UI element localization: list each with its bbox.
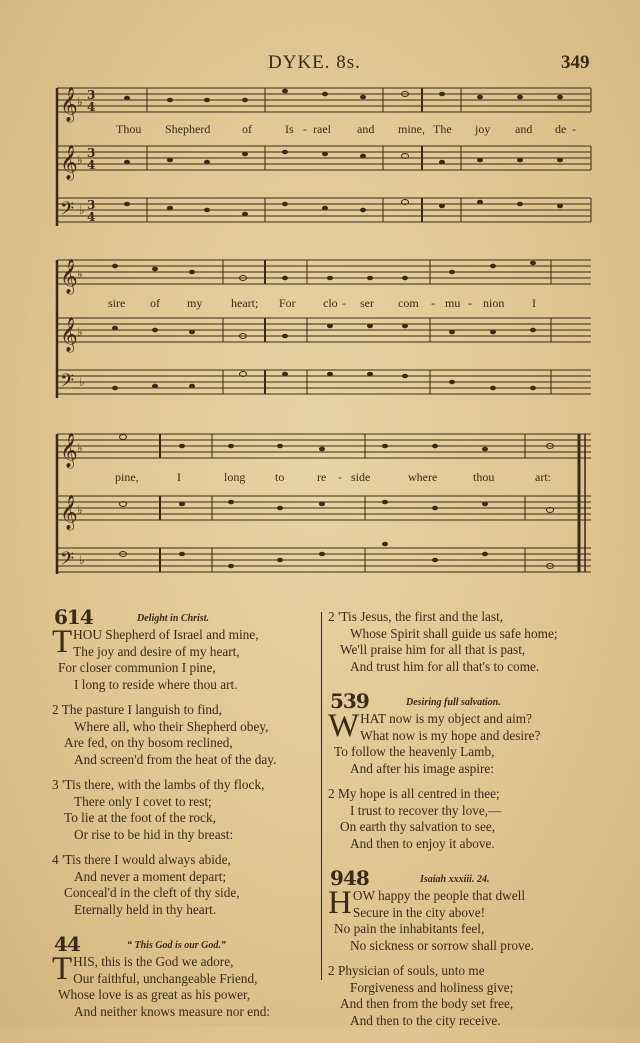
lyric-syllable: -: [468, 296, 472, 310]
lyric-syllable: -: [303, 122, 307, 136]
left-column: [52, 605, 317, 1034]
stanza: [52, 702, 317, 768]
verse-line: I trust to recover thy love,—: [350, 802, 502, 818]
svg-text:♭: ♭: [79, 203, 85, 217]
page-number: 349: [561, 52, 590, 73]
svg-text:𝄞: 𝄞: [60, 259, 78, 294]
drop-cap: T: [52, 951, 73, 987]
hymn-subtitle: Desiring full salvation.: [406, 697, 501, 708]
lyric-syllable: thou: [473, 470, 495, 484]
lyric-syllable: The: [433, 122, 452, 136]
svg-text:♭: ♭: [79, 375, 85, 389]
verse-line: HAT now is my object and aim?: [360, 711, 533, 726]
lyric-syllable: rael: [313, 122, 331, 136]
lyric-syllable: art:: [535, 470, 551, 484]
verse-line: There only I covet to rest;: [74, 793, 212, 809]
lyric-syllable: -: [342, 296, 346, 310]
drop-cap: W: [328, 708, 360, 744]
lyric-syllable: nion: [483, 296, 505, 310]
svg-text:𝄞: 𝄞: [60, 433, 78, 468]
lyric-syllable: -: [431, 296, 435, 310]
verse-line: And screen'd from the heat of the day.: [74, 751, 277, 767]
lyric-syllable: ser: [360, 296, 374, 310]
verse-line: And then from the body set free,: [340, 996, 514, 1011]
column-divider: [321, 612, 322, 980]
svg-text:3: 3: [87, 146, 96, 160]
verse-line: And after his image aspire:: [350, 760, 494, 776]
lyric-syllable: pine,: [115, 470, 139, 484]
svg-text:♭: ♭: [77, 267, 83, 281]
verse-line: Physician of souls, unto me: [337, 963, 485, 978]
lyric-syllable: joy: [475, 122, 491, 136]
stanza: [328, 885, 618, 954]
verse-line: And then to the city receive.: [350, 1012, 501, 1028]
stanza: [328, 609, 618, 675]
lyric-syllable: mine,: [398, 122, 425, 136]
stanza-number: 3: [52, 777, 59, 792]
score-staves-icon: [55, 86, 595, 231]
lyric-syllable: clo: [323, 296, 338, 310]
verse-line: 'Tis Jesus, the first and the last,: [337, 609, 504, 624]
verse-line: HOU Shepherd of Israel and mine,: [73, 627, 259, 642]
tune-title: DYKE. 8s.: [268, 52, 361, 73]
verse-line: No pain the inhabitants feel,: [334, 921, 485, 936]
lyric-syllable: re: [317, 470, 327, 484]
verse-line: Conceal'd in the cleft of thy side,: [64, 885, 240, 900]
svg-text:𝄞: 𝄞: [60, 317, 78, 352]
verse-line: Secure in the city above!: [352, 904, 486, 920]
svg-text:𝄢: 𝄢: [60, 371, 75, 396]
music-system-2: [55, 258, 593, 403]
verse-line: 'Tis there, with the lambs of thy flock,: [61, 777, 265, 792]
hymn-614: [52, 605, 317, 918]
lyric-syllable: of: [242, 122, 252, 136]
lyric-syllable: -: [338, 470, 342, 484]
hymn-44: [52, 932, 317, 1020]
lyric-syllable: For: [279, 296, 296, 310]
lyric-syllable: where: [408, 470, 438, 484]
verse-line: OW happy the people that dwell: [352, 888, 526, 903]
lyric-syllable: Shepherd: [165, 122, 211, 136]
hymn-number: 539: [330, 689, 369, 713]
verse-line: Eternally held in thy heart.: [74, 901, 217, 917]
verse-line: We'll praise him for all that is past,: [340, 642, 526, 657]
svg-text:♭: ♭: [77, 325, 83, 339]
verse-line: Our faithful, unchangeable Friend,: [73, 970, 258, 986]
lyric-syllable: and: [357, 122, 375, 136]
lyric-syllable: sire: [108, 296, 126, 310]
svg-text:𝄞: 𝄞: [60, 145, 78, 180]
verse-line: Forgiveness and holiness give;: [350, 979, 514, 995]
verse-line: To follow the heavenly Lamb,: [334, 744, 495, 759]
svg-text:4: 4: [87, 100, 96, 114]
stanza-number: 2: [52, 702, 59, 717]
stanza: [52, 951, 317, 1020]
verse-line: I long to reside where thou art.: [74, 676, 238, 692]
verse-line: And trust him for all that's to come.: [350, 658, 540, 674]
hymn-subtitle: Isaiah xxxiii. 24.: [420, 874, 490, 885]
svg-text:♭: ♭: [77, 503, 83, 517]
hymn-number: 614: [54, 605, 93, 629]
lyric-syllable: mu: [445, 296, 461, 310]
stanza: [52, 624, 317, 693]
stanza: [328, 786, 618, 852]
verse-line: The joy and desire of my heart,: [73, 643, 240, 659]
stanza: [328, 708, 618, 777]
lyric-syllable: Is: [285, 122, 294, 136]
verse-line: No sickness or sorrow shall prove.: [350, 937, 534, 953]
verse-line: And neither knows measure nor end:: [74, 1003, 271, 1019]
lyric-syllable: -: [572, 122, 576, 136]
music-system-3: [55, 432, 593, 582]
lyric-syllable: I: [532, 296, 536, 310]
svg-text:♭: ♭: [77, 153, 83, 167]
lyric-syllable: side: [351, 470, 371, 484]
hymn-number: 948: [330, 866, 369, 890]
verse-line: Or rise to be hid in thy breast:: [74, 826, 234, 842]
verse-line: And never a moment depart;: [74, 868, 227, 884]
svg-text:3: 3: [87, 88, 96, 102]
svg-text:𝄢: 𝄢: [60, 199, 75, 224]
lyric-syllable: de: [555, 122, 567, 136]
score-staves-icon: [55, 432, 595, 582]
hymn-subtitle: “ This God is our God.”: [127, 940, 226, 951]
right-column: [328, 609, 618, 1043]
score-staves-icon: [55, 258, 595, 403]
verse-line: The pasture I languish to find,: [61, 702, 223, 717]
lyric-syllable: my: [187, 296, 203, 310]
lyrics-line-2: [55, 296, 593, 312]
stanza-number: 2: [328, 963, 335, 978]
stanza: [328, 963, 618, 1029]
lyric-syllable: heart;: [231, 296, 259, 310]
svg-text:♭: ♭: [77, 95, 83, 109]
page-header: [0, 50, 640, 80]
stanza-number: 4: [52, 852, 59, 867]
verse-line: Whose love is as great as his power,: [58, 987, 251, 1002]
hymn-948: [328, 866, 618, 1029]
verse-line: My hope is all centred in thee;: [337, 786, 500, 801]
hymn-44-continued: [328, 609, 618, 675]
svg-text:♭: ♭: [77, 441, 83, 455]
lyric-syllable: of: [150, 296, 160, 310]
verse-line: Whose Spirit shall guide us safe home;: [350, 625, 558, 641]
lyric-syllable: Thou: [116, 122, 142, 136]
verse-line: On earth thy salvation to see,: [340, 819, 496, 834]
music-system-1: [55, 86, 593, 231]
stanza: [52, 852, 317, 918]
lyric-syllable: long: [224, 470, 246, 484]
svg-text:𝄢: 𝄢: [60, 549, 75, 574]
hymn-539: [328, 689, 618, 852]
svg-text:𝄞: 𝄞: [60, 495, 78, 530]
svg-text:♭: ♭: [79, 553, 85, 567]
verse-line: 'Tis there I would always abide,: [61, 852, 231, 867]
lyric-syllable: to: [275, 470, 285, 484]
stanza: [52, 777, 317, 843]
lyric-syllable: com: [398, 296, 419, 310]
lyrics-line-1: [55, 122, 593, 138]
svg-text:4: 4: [87, 210, 96, 224]
svg-text:4: 4: [87, 158, 96, 172]
svg-text:3: 3: [87, 198, 96, 212]
verse-line: HIS, this is the God we adore,: [73, 954, 234, 969]
stanza-number: 2: [328, 609, 335, 624]
verse-line: Where all, who their Shepherd obey,: [74, 718, 269, 734]
hymn-number: 44: [54, 932, 80, 956]
verse-line: And then to enjoy it above.: [350, 835, 495, 851]
drop-cap: T: [52, 624, 73, 660]
svg-text:𝄞: 𝄞: [60, 87, 78, 122]
verse-line: To lie at the foot of the rock,: [64, 810, 216, 825]
verse-line: Are fed, on thy bosom reclined,: [64, 735, 233, 750]
lyrics-line-3: [55, 470, 593, 486]
drop-cap: H: [328, 885, 352, 921]
verse-line: What now is my hope and desire?: [360, 727, 541, 743]
lyric-syllable: I: [177, 470, 181, 484]
verse-line: For closer communion I pine,: [58, 660, 216, 675]
lyric-syllable: and: [515, 122, 533, 136]
stanza-number: 2: [328, 786, 335, 801]
hymn-subtitle: Delight in Christ.: [137, 613, 209, 624]
